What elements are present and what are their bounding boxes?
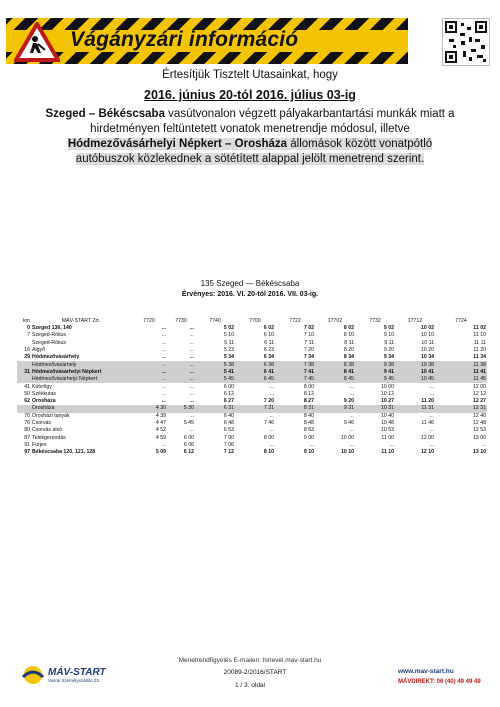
table-row [17, 449, 487, 456]
row-time: 13 10 [473, 449, 486, 456]
table-row [17, 434, 487, 441]
row-time: 4 39 [155, 412, 166, 419]
row-time: 5 45 [195, 376, 235, 383]
row-time: ... [167, 376, 195, 383]
table-row [17, 413, 487, 420]
row-time: 6 53 [223, 427, 234, 434]
row-time: ... [189, 332, 194, 339]
row-km: 76 [24, 420, 30, 426]
row-km: 41 [24, 383, 30, 390]
row-time: 6 00 [183, 434, 194, 441]
row-time: 9 34 [383, 354, 394, 361]
row-time: ... [429, 383, 434, 390]
row-time: ... [189, 339, 194, 346]
row-time: 11 11 [473, 339, 486, 346]
table-row [17, 427, 487, 434]
timetable [17, 316, 487, 456]
row-time: ... [161, 390, 166, 397]
row-km: 70 [24, 412, 30, 419]
period-dates: 2016. június 20-tól 2016. július 03-ig [144, 88, 356, 102]
row-time: 8 34 [343, 354, 354, 361]
row-time: 5 30 [167, 405, 195, 412]
row-station: Hódmezővásárhely [31, 361, 131, 368]
row-time: ... [189, 398, 194, 405]
row-time: ... [349, 441, 354, 448]
row-time: 6 48 [223, 420, 234, 426]
row-time: 5 45 [183, 420, 194, 426]
row-time: 6 38 [235, 361, 275, 368]
row-time: 7 46 [263, 420, 274, 426]
row-time: ... [309, 441, 314, 448]
page-number: 1 / 3. oldal [235, 682, 265, 689]
row-time: 9 00 [303, 434, 314, 441]
row-time: 10 12 [381, 390, 394, 397]
row-station: Telekgerendás [32, 434, 66, 441]
row-time: 9 41 [355, 369, 395, 376]
row-time: ... [269, 412, 274, 419]
row-time: 12 00 [473, 383, 486, 390]
row-station: Szeged-Rókus [32, 339, 67, 346]
row-time: 8 12 [303, 390, 314, 397]
table-row [17, 347, 487, 354]
row-km: 50 [24, 390, 30, 397]
row-time: 4 30 [131, 405, 167, 412]
row-time: 7 41 [275, 369, 315, 376]
row-time: ... [269, 390, 274, 397]
row-time: 7 31 [235, 405, 275, 412]
train-number: 7722 [289, 318, 301, 324]
row-time: 8 00 [303, 383, 314, 390]
row-time: 5 34 [223, 354, 234, 361]
row-time: 8 38 [315, 361, 355, 368]
newsletter-note: Menetrendfigyelés E-mailen: hirlevel.mav-start.hu [178, 657, 322, 664]
row-time: 9 20 [343, 398, 354, 405]
timetable-title: 135 Szeged — Békéscsaba [200, 279, 300, 288]
train-number: 7700 [249, 318, 261, 324]
row-time: 10 41 [395, 369, 435, 376]
row-km: 0 [27, 325, 30, 332]
row-time: ... [161, 398, 166, 405]
row-time: 12 53 [473, 427, 486, 434]
row-time: 6 40 [223, 412, 234, 419]
row-time: ... [349, 427, 354, 434]
timetable-body [17, 325, 487, 456]
row-km: 62 [24, 398, 30, 405]
qr-code-icon [442, 18, 490, 66]
row-time: 10 11 [421, 339, 434, 346]
row-time: 11 31 [395, 405, 435, 412]
row-time: 11 10 [381, 449, 394, 456]
table-row [17, 376, 487, 383]
row-time: 10 48 [381, 420, 394, 426]
row-time: 11 41 [435, 369, 487, 376]
row-time: ... [161, 441, 166, 448]
row-time: ... [161, 332, 166, 339]
row-km: 80 [24, 427, 30, 434]
row-station: Békéscsaba 120, 121, 128 [32, 449, 96, 456]
row-time: 6 31 [195, 405, 235, 412]
row-time: 7 20 [303, 347, 314, 354]
row-station: Hódmezővásárhelyi Népkert [31, 376, 131, 383]
row-time: ... [189, 383, 194, 390]
table-row [17, 383, 487, 390]
row-time: ... [189, 325, 194, 332]
row-station: Szeged-Rókus [32, 332, 67, 339]
row-time: 5 02 [223, 325, 234, 332]
row-time: 11 45 [435, 376, 487, 383]
row-time: 9 20 [383, 347, 394, 354]
row-time: 6 12 [183, 449, 194, 456]
row-time: 7 20 [263, 398, 274, 405]
row-km: 91 [24, 441, 30, 448]
row-time: 10 31 [355, 405, 395, 412]
row-time: 10 45 [395, 376, 435, 383]
row-station: Székkutas [32, 390, 56, 397]
row-time: 11 02 [473, 325, 486, 332]
row-time: 12 40 [473, 412, 486, 419]
row-time: ... [429, 427, 434, 434]
row-time: 8 27 [303, 398, 314, 405]
row-time: 12 27 [473, 398, 486, 405]
row-station: Fürjes [32, 441, 47, 448]
table-row [17, 369, 487, 376]
timetable-validity: Érvényes: 2016. VI. 20-tól 2016. VII. 03-ig. [181, 291, 319, 298]
row-time: 12 48 [473, 420, 486, 426]
row-time: 8 45 [315, 376, 355, 383]
notice-text-2: hirdetményen feltüntetett vonatok menetrendje módosul, illetve [90, 123, 410, 135]
row-time: 7 00 [223, 434, 234, 441]
row-time: 8 40 [303, 412, 314, 419]
row-time: 8 10 [343, 332, 354, 339]
row-km: 7 [27, 332, 30, 339]
row-station: Orosháza [31, 405, 131, 412]
replacement-section: Hódmezővásárhelyi Népkert – Orosháza [67, 138, 288, 150]
row-time: 8 10 [263, 449, 274, 456]
train-number: 17712 [407, 318, 423, 324]
row-station: Csorvás alsó [32, 427, 62, 434]
row-time: 10 38 [395, 361, 435, 368]
row-time: 6 10 [263, 332, 274, 339]
row-time: ... [349, 390, 354, 397]
row-time: 6 23 [263, 347, 274, 354]
row-station: Algyő [32, 347, 45, 354]
table-row [17, 361, 487, 368]
train-number: 17702 [327, 318, 343, 324]
row-time: 10 00 [341, 434, 354, 441]
row-time: ... [161, 354, 166, 361]
row-time: 7 34 [303, 354, 314, 361]
row-station: Hódmezővásárhely [32, 354, 80, 361]
train-number: 7740 [209, 318, 221, 324]
table-row [17, 405, 487, 412]
row-km [17, 340, 31, 347]
row-km: 31 [17, 369, 31, 376]
row-time: ... [189, 427, 194, 434]
row-time: 8 20 [343, 347, 354, 354]
banner [6, 18, 408, 64]
row-time: 6 41 [235, 369, 275, 376]
row-station: Szeged 136, 140 [32, 325, 72, 332]
table-row [17, 332, 487, 339]
row-time: 10 10 [421, 332, 434, 339]
row-time: ... [189, 354, 194, 361]
logo-text: MÁV-START [48, 667, 106, 678]
row-time: 11 34 [473, 354, 486, 361]
row-time: 8 41 [315, 369, 355, 376]
row-time: 5 10 [223, 332, 234, 339]
row-time: 10 27 [381, 398, 394, 405]
row-time: ... [131, 376, 167, 383]
row-time: 6 27 [223, 398, 234, 405]
table-row [17, 398, 487, 405]
row-time: 9 46 [343, 420, 354, 426]
row-time: ... [349, 412, 354, 419]
row-time: ... [189, 390, 194, 397]
row-time: ... [429, 441, 434, 448]
row-time: 10 02 [421, 325, 434, 332]
train-number: 7720 [143, 318, 155, 324]
row-time: ... [429, 390, 434, 397]
row-time: 11 20 [473, 347, 486, 354]
row-time: ... [161, 383, 166, 390]
row-km: 97 [24, 449, 30, 456]
row-time: 7 38 [275, 361, 315, 368]
row-time: ... [131, 369, 167, 376]
row-km [17, 376, 31, 383]
row-time: 9 10 [383, 332, 394, 339]
row-time: ... [161, 339, 166, 346]
km-header: km [23, 318, 30, 324]
row-time: ... [167, 361, 195, 368]
route-name: Szeged – Békéscsaba [45, 108, 165, 120]
row-time: 12 12 [473, 390, 486, 397]
row-time: 7 02 [303, 325, 314, 332]
logo-subtext: Vasúti Személyszállító Zrt. [48, 678, 101, 683]
table-row [17, 442, 487, 449]
row-time: 8 31 [275, 405, 315, 412]
row-time: 7 10 [303, 332, 314, 339]
row-time: ... [189, 347, 194, 354]
row-time: 6 06 [183, 441, 194, 448]
row-time: ... [131, 361, 167, 368]
row-time: 8 48 [303, 420, 314, 426]
row-time: 11 20 [421, 398, 434, 405]
row-time: 5 09 [155, 449, 166, 456]
row-time: ... [161, 347, 166, 354]
row-time: 10 34 [421, 354, 434, 361]
row-km [17, 405, 31, 412]
row-time: ... [167, 369, 195, 376]
row-time: 6 00 [223, 383, 234, 390]
table-row [17, 391, 487, 398]
row-time: 10 40 [381, 412, 394, 419]
row-time: 10 00 [381, 383, 394, 390]
intro-text: Értesítjük Tisztelt Utasainkat, hogy [162, 69, 338, 81]
document-reference: 20089-2/2016/START [223, 669, 287, 676]
row-time: ... [269, 383, 274, 390]
row-time: 6 02 [263, 325, 274, 332]
row-time: 12 00 [421, 434, 434, 441]
row-time: 5 11 [224, 339, 234, 346]
row-time: ... [429, 412, 434, 419]
table-row [17, 420, 487, 427]
row-time: 10 53 [381, 427, 394, 434]
roadworks-warning-icon [14, 22, 60, 62]
row-time: 9 31 [315, 405, 355, 412]
row-time: 4 47 [155, 420, 166, 426]
notice-message [10, 107, 490, 167]
row-time: 11 00 [381, 434, 394, 441]
row-time: 11 46 [421, 420, 434, 426]
operator-header: MÁV-START Zrt. [61, 318, 101, 324]
website-link[interactable]: www.mav-start.hu [398, 668, 454, 675]
hazard-stripe-bottom [6, 52, 408, 64]
row-km [17, 361, 31, 368]
row-km: 16 [24, 347, 30, 354]
row-time: 8 53 [303, 427, 314, 434]
row-time: 6 12 [223, 390, 234, 397]
row-time: 9 11 [384, 339, 394, 346]
notice-text-4: autóbuszok közlekednek a sötétített alappal jelölt menetrend szerint. [75, 153, 425, 165]
row-time: 4 52 [155, 427, 166, 434]
row-time: 7 11 [304, 339, 314, 346]
row-station: Orosháza [32, 398, 56, 405]
row-time: ... [389, 441, 394, 448]
row-time: 6 11 [264, 339, 274, 346]
row-time: 5 38 [195, 361, 235, 368]
row-time: 7 06 [223, 441, 234, 448]
row-time: ... [269, 427, 274, 434]
row-time: 9 38 [355, 361, 395, 368]
row-time: 11 10 [473, 332, 486, 339]
row-time: 9 45 [355, 376, 395, 383]
row-time: ... [189, 412, 194, 419]
row-station: Orosházi tanyák [32, 412, 70, 419]
row-station: Kútvölgy [32, 383, 52, 390]
row-time: 10 10 [341, 449, 354, 456]
notice-text-1: vasútvonalon végzett pályakarbantartási munkák miatt a [164, 108, 455, 120]
row-time: ... [481, 441, 486, 448]
row-time: 8 11 [344, 339, 354, 346]
row-time: 12 10 [421, 449, 434, 456]
row-station: Csorvás [32, 420, 52, 426]
row-time: 4 59 [155, 434, 166, 441]
banner-title: Vágányzári információ [70, 28, 299, 51]
table-row [17, 354, 487, 361]
row-time: 8 00 [263, 434, 274, 441]
train-number: 7724 [455, 318, 467, 324]
row-time: 10 20 [421, 347, 434, 354]
table-row [17, 325, 487, 332]
row-time: 12 31 [435, 405, 487, 412]
phone-number: MÁVDIREKT: 06 (40) 49 49 49 [398, 679, 481, 685]
train-number: 7730 [175, 318, 187, 324]
table-row [17, 340, 487, 347]
row-time: 5 23 [223, 347, 234, 354]
row-time: 13 00 [473, 434, 486, 441]
row-time: 7 45 [275, 376, 315, 383]
row-time: 11 38 [435, 361, 487, 368]
row-km: 29 [24, 354, 30, 361]
row-time: 8 02 [343, 325, 354, 332]
row-time: 6 45 [235, 376, 275, 383]
row-km: 87 [24, 434, 30, 441]
row-time: ... [161, 325, 166, 332]
row-time: 9 10 [303, 449, 314, 456]
train-number: 7732 [369, 318, 381, 324]
notice-text-3: állomások között vonatpótló [287, 138, 433, 150]
row-time: 9 02 [383, 325, 394, 332]
row-station: Hódmezővásárhelyi Népkert [31, 369, 131, 376]
row-time: 5 41 [195, 369, 235, 376]
row-time: 7 12 [223, 449, 234, 456]
row-time: ... [349, 383, 354, 390]
row-time: 6 34 [263, 354, 274, 361]
row-time: ... [269, 441, 274, 448]
